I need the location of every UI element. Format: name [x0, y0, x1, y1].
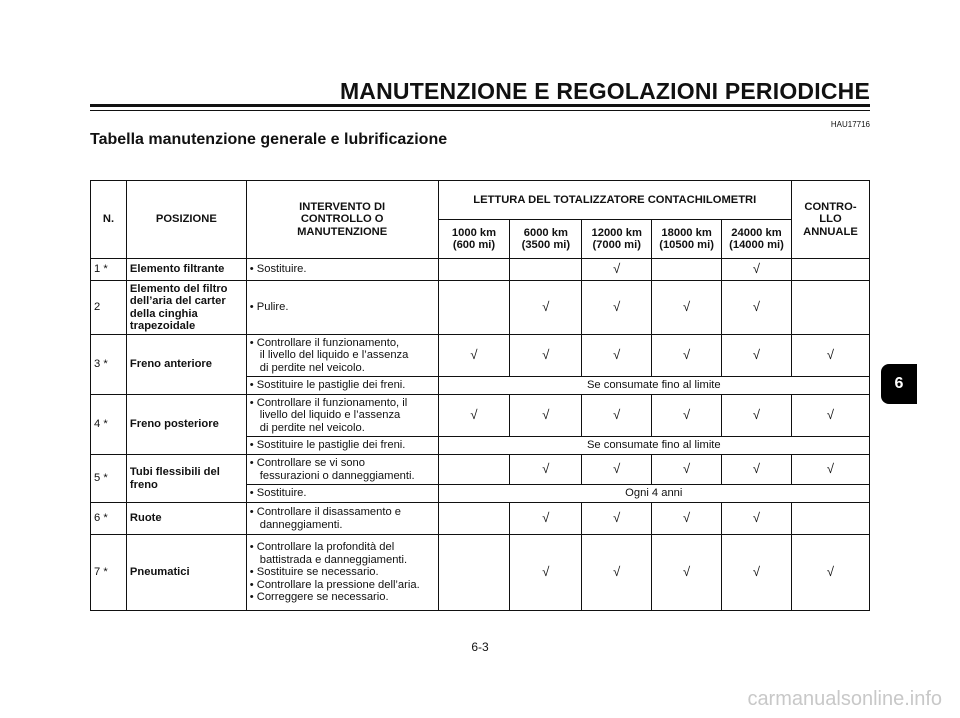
check-mark: √ — [652, 281, 722, 335]
section-subtitle: Tabella manutenzione generale e lubrificazione — [90, 131, 448, 148]
check-mark: √ — [582, 503, 652, 535]
check-mark: √ — [652, 503, 722, 535]
header-km-1: 1000 km (600 mi) — [438, 220, 510, 259]
page-header-title: MANUTENZIONE E REGOLAZIONI PERIODICHE — [339, 78, 870, 104]
check-mark: √ — [722, 281, 792, 335]
table-row — [91, 535, 870, 611]
row-action: • Sostituire. — [246, 485, 438, 503]
check-mark: √ — [791, 395, 869, 437]
check-mark: √ — [791, 535, 869, 611]
row-action: • Controllare se vi sono fessurazioni o danneggiamenti. — [246, 455, 438, 485]
row-interval: Ogni 4 anni — [438, 485, 869, 503]
header-km-4: 18000 km (10500 mi) — [652, 220, 722, 259]
header-km-5: 24000 km (14000 mi) — [722, 220, 792, 259]
check-mark: √ — [791, 335, 869, 377]
check-mark: √ — [582, 395, 652, 437]
row-number: 4 * — [91, 395, 127, 455]
check-mark: √ — [722, 395, 792, 437]
chapter-tab: 6 — [881, 364, 917, 404]
check-mark: √ — [652, 395, 722, 437]
check-mark: √ — [582, 535, 652, 611]
row-action: • Pulire. — [246, 281, 438, 335]
watermark: carmanualsonline.info — [747, 688, 942, 710]
check-mark: √ — [722, 503, 792, 535]
check-mark: √ — [652, 335, 722, 377]
check-mark: √ — [722, 455, 792, 485]
header-intervention: INTERVENTO DI CONTROLLO O MANUTENZIONE — [246, 181, 438, 259]
maintenance-table — [90, 180, 870, 611]
row-action: • Sostituire le pastiglie dei freni. — [246, 437, 438, 455]
row-interval: Se consumate fino al limite — [438, 437, 869, 455]
row-position: Pneumatici — [126, 535, 246, 611]
row-position: Ruote — [126, 503, 246, 535]
row-number: 2 — [91, 281, 127, 335]
check-mark: √ — [510, 535, 582, 611]
check-mark: √ — [510, 503, 582, 535]
check-mark: √ — [582, 335, 652, 377]
page-number: 6-3 — [471, 640, 489, 654]
header-num: N. — [91, 181, 127, 259]
row-position: Elemento del filtro dell’aria del carter della cinghia trapezoidale — [126, 281, 246, 335]
check-mark: √ — [722, 535, 792, 611]
check-mark: √ — [722, 335, 792, 377]
row-position: Elemento filtrante — [126, 259, 246, 281]
check-mark: √ — [438, 395, 510, 437]
table-row — [91, 503, 870, 535]
header-position: POSIZIONE — [126, 181, 246, 259]
row-number: 7 * — [91, 535, 127, 611]
table-header-row — [91, 181, 870, 220]
header-rule-thin — [90, 110, 870, 111]
check-mark: √ — [582, 259, 652, 281]
row-number: 1 * — [91, 259, 127, 281]
header-km-2: 6000 km (3500 mi) — [510, 220, 582, 259]
check-mark: √ — [582, 281, 652, 335]
check-mark: √ — [510, 335, 582, 377]
row-action: • Sostituire. — [246, 259, 438, 281]
row-position: Freno anteriore — [126, 335, 246, 395]
row-number: 6 * — [91, 503, 127, 535]
header-odometer: LETTURA DEL TOTALIZZATORE CONTACHILOMETRI — [438, 181, 791, 220]
row-action: • Controllare il funzionamento, il livello del liquido e l’assenza di perdite nel veicolo. — [246, 335, 438, 377]
row-action: • Controllare la profondità del battistrada e danneggiamenti. • Sostituire se necessario. • Controllare la pressione dell’aria. • Correggere se necessario. — [246, 535, 438, 611]
check-mark: √ — [791, 455, 869, 485]
check-mark: √ — [510, 395, 582, 437]
row-position: Freno posteriore — [126, 395, 246, 455]
check-mark: √ — [438, 335, 510, 377]
check-mark: √ — [510, 455, 582, 485]
header-km-3: 12000 km (7000 mi) — [582, 220, 652, 259]
table-row — [91, 455, 870, 485]
check-mark: √ — [722, 259, 792, 281]
table-row — [91, 281, 870, 335]
row-action: • Controllare il funzionamento, il livello del liquido e l’assenza di perdite nel veicolo. — [246, 395, 438, 437]
check-mark: √ — [652, 455, 722, 485]
table-row — [91, 395, 870, 437]
header-annual: CONTRO- LLO ANNUALE — [791, 181, 869, 259]
row-number: 3 * — [91, 335, 127, 395]
row-number: 5 * — [91, 455, 127, 503]
header-rule-thick — [90, 104, 870, 107]
row-action: • Sostituire le pastiglie dei freni. — [246, 377, 438, 395]
check-mark: √ — [652, 535, 722, 611]
check-mark: √ — [510, 281, 582, 335]
table-row — [91, 259, 870, 281]
doc-code: HAU17716 — [830, 120, 870, 129]
row-action: • Controllare il disassamento e danneggiamenti. — [246, 503, 438, 535]
table-row — [91, 335, 870, 377]
check-mark: √ — [582, 455, 652, 485]
row-interval: Se consumate fino al limite — [438, 377, 869, 395]
row-position: Tubi flessibili del freno — [126, 455, 246, 503]
